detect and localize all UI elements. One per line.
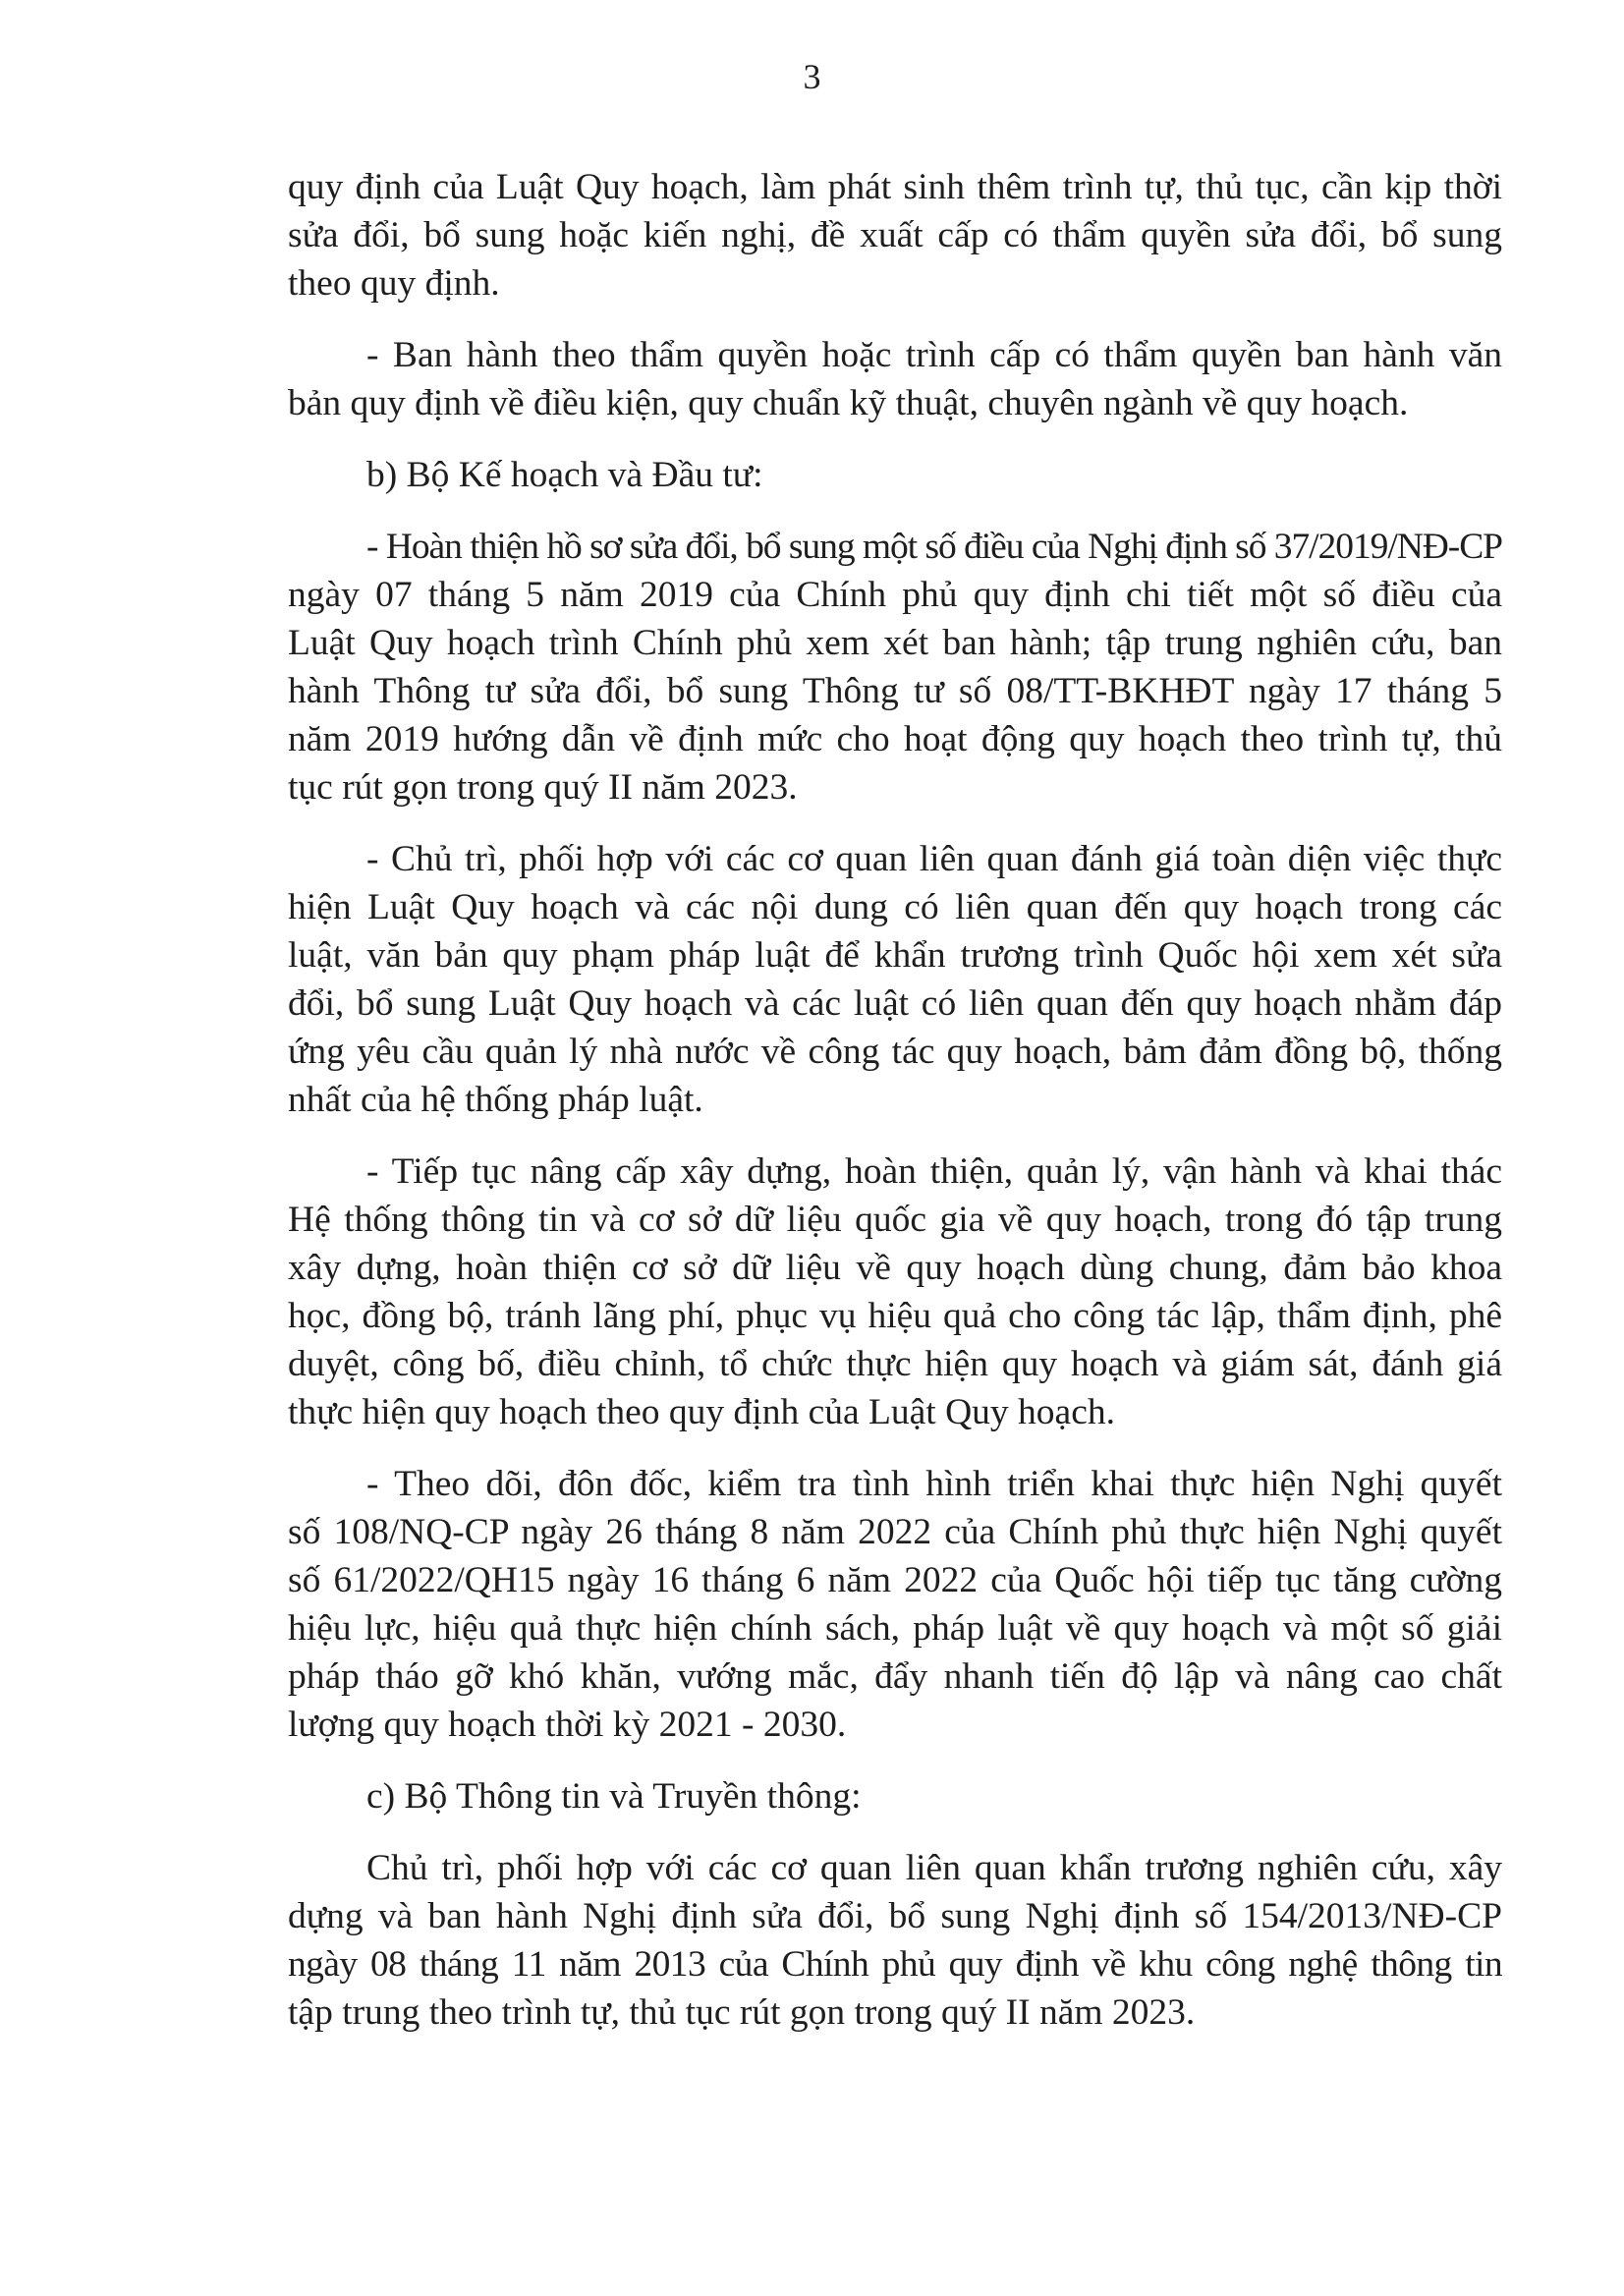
text-line: Chủ trì, phối hợp với các cơ quan liên quan khẩn trương nghiên cứu, xây xyxy=(366,1848,1502,1888)
paragraph-continuation xyxy=(288,163,1502,308)
text-line: hành Thông tư sửa đổi, bổ sung Thông tư số 08/TT-BKHĐT ngày 17 tháng 5 xyxy=(288,671,1502,711)
paragraph-it-park-decree xyxy=(288,1844,1502,2037)
text-line: - Chủ trì, phối hợp với các cơ quan liên quan đánh giá toàn diện việc thực xyxy=(366,839,1502,879)
text-line: xây dựng, hoàn thiện cơ sở dữ liệu về quy hoạch dùng chung, đảm bảo khoa xyxy=(288,1248,1502,1288)
text-line: quy định của Luật Quy hoạch, làm phát sinh thêm trình tự, thủ tục, cần kịp thời xyxy=(288,167,1502,207)
paragraph-upgrade-information-system xyxy=(288,1148,1502,1436)
text-line: hiệu lực, hiệu quả thực hiện chính sách, pháp luật về quy hoạch và một số giải xyxy=(288,1608,1502,1649)
text-line: Luật Quy hoạch trình Chính phủ xem xét ban hành; tập trung nghiên cứu, ban xyxy=(288,623,1502,663)
section-heading-c xyxy=(288,1772,1502,1820)
paragraph-issue-regulations xyxy=(288,331,1502,427)
text-line: ứng yêu cầu quản lý nhà nước về công tác quy hoạch, bảm đảm đồng bộ, thống xyxy=(288,1032,1502,1072)
paragraph-monitor-resolution xyxy=(288,1460,1502,1749)
text-line: - Ban hành theo thẩm quyền hoặc trình cấp có thẩm quyền ban hành văn xyxy=(366,335,1502,375)
text-line: năm 2019 hướng dẫn về định mức cho hoạt động quy hoạch theo trình tự, thủ xyxy=(288,719,1502,759)
text-line: hiện Luật Quy hoạch và các nội dung có liên quan đến quy hoạch trong các xyxy=(288,887,1502,927)
text-line: - Hoàn thiện hồ sơ sửa đổi, bổ sung một số điều của Nghị định số 37/2019/NĐ-CP xyxy=(366,527,1502,567)
text-line: luật, văn bản quy phạm pháp luật để khẩn trương trình Quốc hội xem xét sửa xyxy=(288,935,1502,976)
paragraph-evaluate-planning-law xyxy=(288,835,1502,1124)
text-line: sửa đổi, bổ sung hoặc kiến nghị, đề xuất cấp có thẩm quyền sửa đổi, bổ sung xyxy=(288,215,1502,255)
text-line: tục rút gọn trong quý II năm 2023. xyxy=(288,767,798,808)
text-line: ngày 08 tháng 11 năm 2013 của Chính phủ quy định về khu công nghệ thông tin xyxy=(288,1944,1502,1985)
text-line: đổi, bổ sung Luật Quy hoạch và các luật có liên quan đến quy hoạch nhằm đáp xyxy=(288,983,1502,1024)
text-line: lượng quy hoạch thời kỳ 2021 - 2030. xyxy=(288,1705,847,1745)
text-line: dựng và ban hành Nghị định sửa đổi, bổ sung Nghị định số 154/2013/NĐ-CP xyxy=(288,1896,1502,1936)
text-line: - Tiếp tục nâng cấp xây dựng, hoàn thiện, quản lý, vận hành và khai thác xyxy=(366,1151,1502,1192)
text-line: pháp tháo gỡ khó khăn, vướng mắc, đẩy nhanh tiến độ lập và nâng cao chất xyxy=(288,1656,1502,1697)
paragraph-complete-decree-dossier xyxy=(288,523,1502,812)
section-heading-b xyxy=(288,451,1502,499)
text-line: số 61/2022/QH15 ngày 16 tháng 6 năm 2022 của Quốc hội tiếp tục tăng cường xyxy=(288,1560,1502,1600)
text-line: b) Bộ Kế hoạch và Đầu tư: xyxy=(366,455,763,495)
text-line: Hệ thống thông tin và cơ sở dữ liệu quốc gia về quy hoạch, trong đó tập trung xyxy=(288,1200,1502,1240)
text-line: - Theo dõi, đôn đốc, kiểm tra tình hình triển khai thực hiện Nghị quyết xyxy=(366,1464,1502,1504)
page-number: 3 xyxy=(803,57,821,96)
document-body xyxy=(288,163,1502,2060)
text-line: tập trung theo trình tự, thủ tục rút gọn trong quý II năm 2023. xyxy=(288,1992,1196,2033)
text-line: thực hiện quy hoạch theo quy định của Luật Quy hoạch. xyxy=(288,1392,1115,1432)
text-line: theo quy định. xyxy=(288,263,500,304)
text-line: duyệt, công bố, điều chỉnh, tổ chức thực hiện quy hoạch và giám sát, đánh giá xyxy=(288,1344,1502,1384)
text-line: học, đồng bộ, tránh lãng phí, phục vụ hiệu quả cho công tác lập, thẩm định, phê xyxy=(288,1296,1502,1336)
text-line: c) Bộ Thông tin và Truyền thông: xyxy=(366,1776,862,1817)
text-line: ngày 07 tháng 5 năm 2019 của Chính phủ quy định chi tiết một số điều của xyxy=(288,575,1502,615)
text-line: số 108/NQ-CP ngày 26 tháng 8 năm 2022 của Chính phủ thực hiện Nghị quyết xyxy=(288,1512,1502,1552)
text-line: bản quy định về điều kiện, quy chuẩn kỹ thuật, chuyên ngành về quy hoạch. xyxy=(288,383,1409,423)
text-line: nhất của hệ thống pháp luật. xyxy=(288,1080,703,1120)
